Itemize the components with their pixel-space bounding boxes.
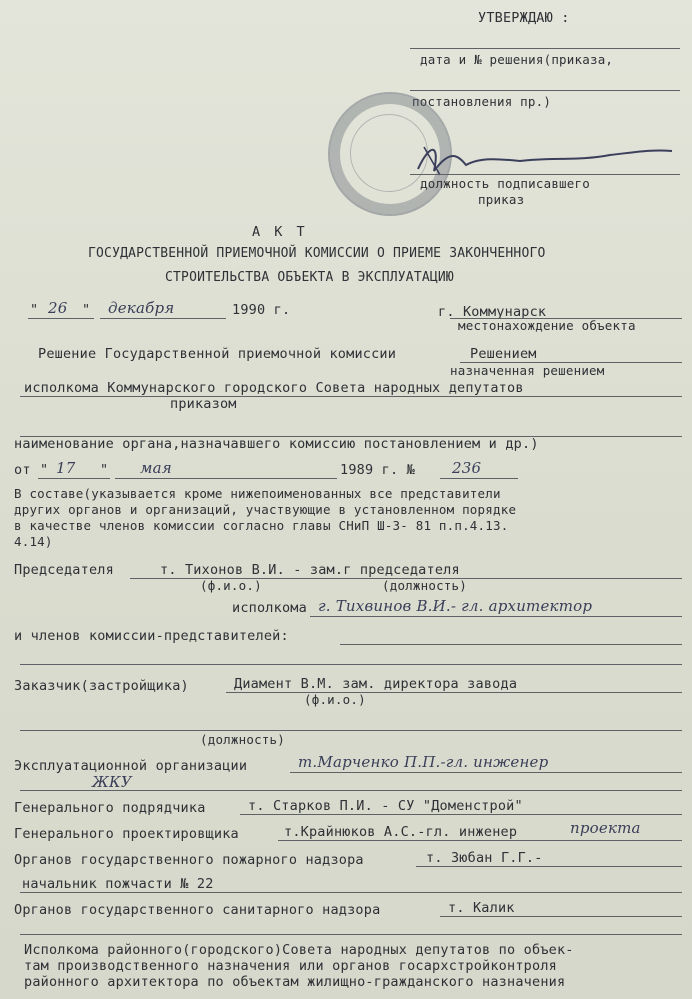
fire-value-2: начальник пожчасти № 22 <box>22 876 214 892</box>
customer-value: Диамент В.М. зам. директора завода <box>234 676 518 692</box>
operating-org-label: Эксплуатационной организации <box>14 758 248 774</box>
chairman-fio-label: (ф.и.о.) <box>200 578 262 593</box>
chairman-value: т. Тихонов В.И. - зам.г председателя <box>160 562 460 578</box>
approval-order-label: приказ <box>478 192 525 207</box>
approval-title: УТВЕРЖДАЮ : <box>478 10 570 26</box>
decision-label: назначенная решением <box>450 363 605 378</box>
date-city: г. Коммунарск <box>438 304 547 320</box>
chairman-label: Председателя <box>14 562 114 578</box>
location-label: местонахождение объекта <box>458 318 636 333</box>
from-month: мая <box>140 459 172 477</box>
decision-line-2: исполкома Коммунарского городского Совета народных депутатов <box>24 380 524 396</box>
chairman-ispolkom-value: г. Тихвинов В.И.- гл. архитектор <box>318 597 593 615</box>
general-contractor-label: Генерального подрядчика <box>14 800 206 816</box>
sanitary-value: т. Калик <box>448 900 515 916</box>
heading-line-1: ГОСУДАРСТВЕННОЙ ПРИЕМОЧНОЙ КОМИССИИ О ПРИЕМЕ ЗАКОНЧЕННОГО <box>88 246 546 261</box>
decision-line-3: приказом <box>170 396 237 412</box>
approval-position-label: должность подписавшего <box>420 176 590 191</box>
heading-line-2: СТРОИТЕЛЬСТВА ОБЪЕКТА В ЭКСПЛУАТАЦИЮ <box>165 270 454 285</box>
general-designer-label: Генерального проектировщика <box>14 826 239 842</box>
date-year: 1990 г. <box>232 302 291 318</box>
act-title: А К Т <box>252 224 308 240</box>
customer-position-label: (должность) <box>200 732 285 747</box>
composition-line-3: в качестве членов комиссии согласно главы СНиП Ш-3- 81 п.п.4.13. <box>14 518 509 533</box>
composition-line-2: других органов и организаций, участвующие в установленном порядке <box>14 502 517 517</box>
ispolkom-line-3: районного архитектора по объектам жилищно-гражданского назначения <box>24 974 566 990</box>
decision-value: Решением <box>470 346 537 362</box>
org-label: наименование органа,назначавшего комиссию постановлением и др.) <box>14 436 539 452</box>
ispolkom-line-2: там производственного назначения или органов госархстройконтроля <box>24 958 557 974</box>
sanitary-label: Органов государственного санитарного надзора <box>14 902 381 918</box>
date-day: 26 <box>48 299 68 317</box>
composition-line-1: В составе(указывается кроме нижепоименованных все представители <box>14 486 501 501</box>
from-label: от <box>14 462 31 478</box>
approval-line <box>410 48 680 49</box>
from-year: 1989 г. № <box>340 462 415 478</box>
general-contractor-value: т. Старков П.И. - СУ "Доменстрой" <box>248 798 523 814</box>
fire-value: т. Зюбан Г.Г.- <box>426 850 543 866</box>
general-designer-value: т.Крайнюков А.С.-гл. инженер <box>284 824 518 840</box>
general-designer-value-hw: проекта <box>570 819 641 837</box>
approval-line <box>410 90 680 91</box>
chairman-ispolkom: исполкома <box>232 600 307 616</box>
operating-org-value: т.Марченко П.П.-гл. инженер <box>298 753 549 771</box>
from-number: 236 <box>452 459 482 477</box>
decision-text: Решение Государственной приемочной комиссии <box>38 346 397 362</box>
from-day: 17 <box>56 459 76 477</box>
chairman-position-label: (должность) <box>382 578 467 593</box>
approval-line <box>410 174 680 175</box>
ispolkom-line-1: Исполкома районного(городского)Совета народных депутатов по объек- <box>24 942 574 958</box>
date-month: декабря <box>108 299 175 317</box>
fire-label: Органов государственного пожарного надзора <box>14 852 364 868</box>
customer-label: Заказчик(застройщика) <box>14 678 189 694</box>
approval-resolution-label: постановления пр.) <box>412 94 552 109</box>
composition-line-4: 4.14) <box>14 534 53 549</box>
customer-fio-label: (ф.и.о.) <box>304 692 366 707</box>
operating-org-value-2: ЖКУ <box>92 773 132 791</box>
members-label: и членов комиссии-представителей: <box>14 628 289 644</box>
approval-date-label: дата и № решения(приказа, <box>420 52 614 67</box>
document-page: УТВЕРЖДАЮ : дата и № решения(приказа, постановления пр.) должность подписавшего приказ А К Т ГОСУДАРСТВЕННОЙ ПРИЕМОЧНОЙ КОМИССИИ О ПРИЕМЕ ЗАКОНЧЕННОГО СТРОИТЕЛЬСТВА ОБЪЕКТА В ЭКСПЛУАТАЦИЮ " 26 " декабря 1990 г. г. Коммунарск местонахождение объекта Решение Государственной приемочной комиссии Решением назначенная решением исполкома Коммунарского городского Совета народных депутатов приказом наименование органа,назначавшего комиссию постановлением и др.) от " 17 " мая 1989 г. № 236 В составе(указывается кроме нижепоименованных все представители других органов и организаций, участвующие в установленном порядке в качестве членов комиссии согласно главы СНиП Ш-3- 81 п.п.4.13. 4.14) Председателя т. Тихонов В.И. - зам.г председателя (ф.и.о.) (должность) исполкома г. Тихвинов В.И.- гл. архитектор и членов комиссии-представителей: Заказчик(застройщика) Диамент В.М. зам. директора завода (ф.и.о.) (должность) Эксплуатационной организации т.Марченко П.П.-гл. инженер ЖКУ Генерального подрядчика т. Старков П.И. - СУ "Доменстрой" Генерального проектировщика т.Крайнюков А.С.-гл. инженер проекта Органов государственного пожарного надзора т. Зюбан Г.Г.- начальник пожчасти № 22 Органов государственного санитарного надзора т. Калик Исполкома районного(городского)Совета народных депутатов по объек- там производственного назначения или органов госархстройконтроля районного архитектора по объектам жилищно-гражданского назначения <box>0 0 692 999</box>
